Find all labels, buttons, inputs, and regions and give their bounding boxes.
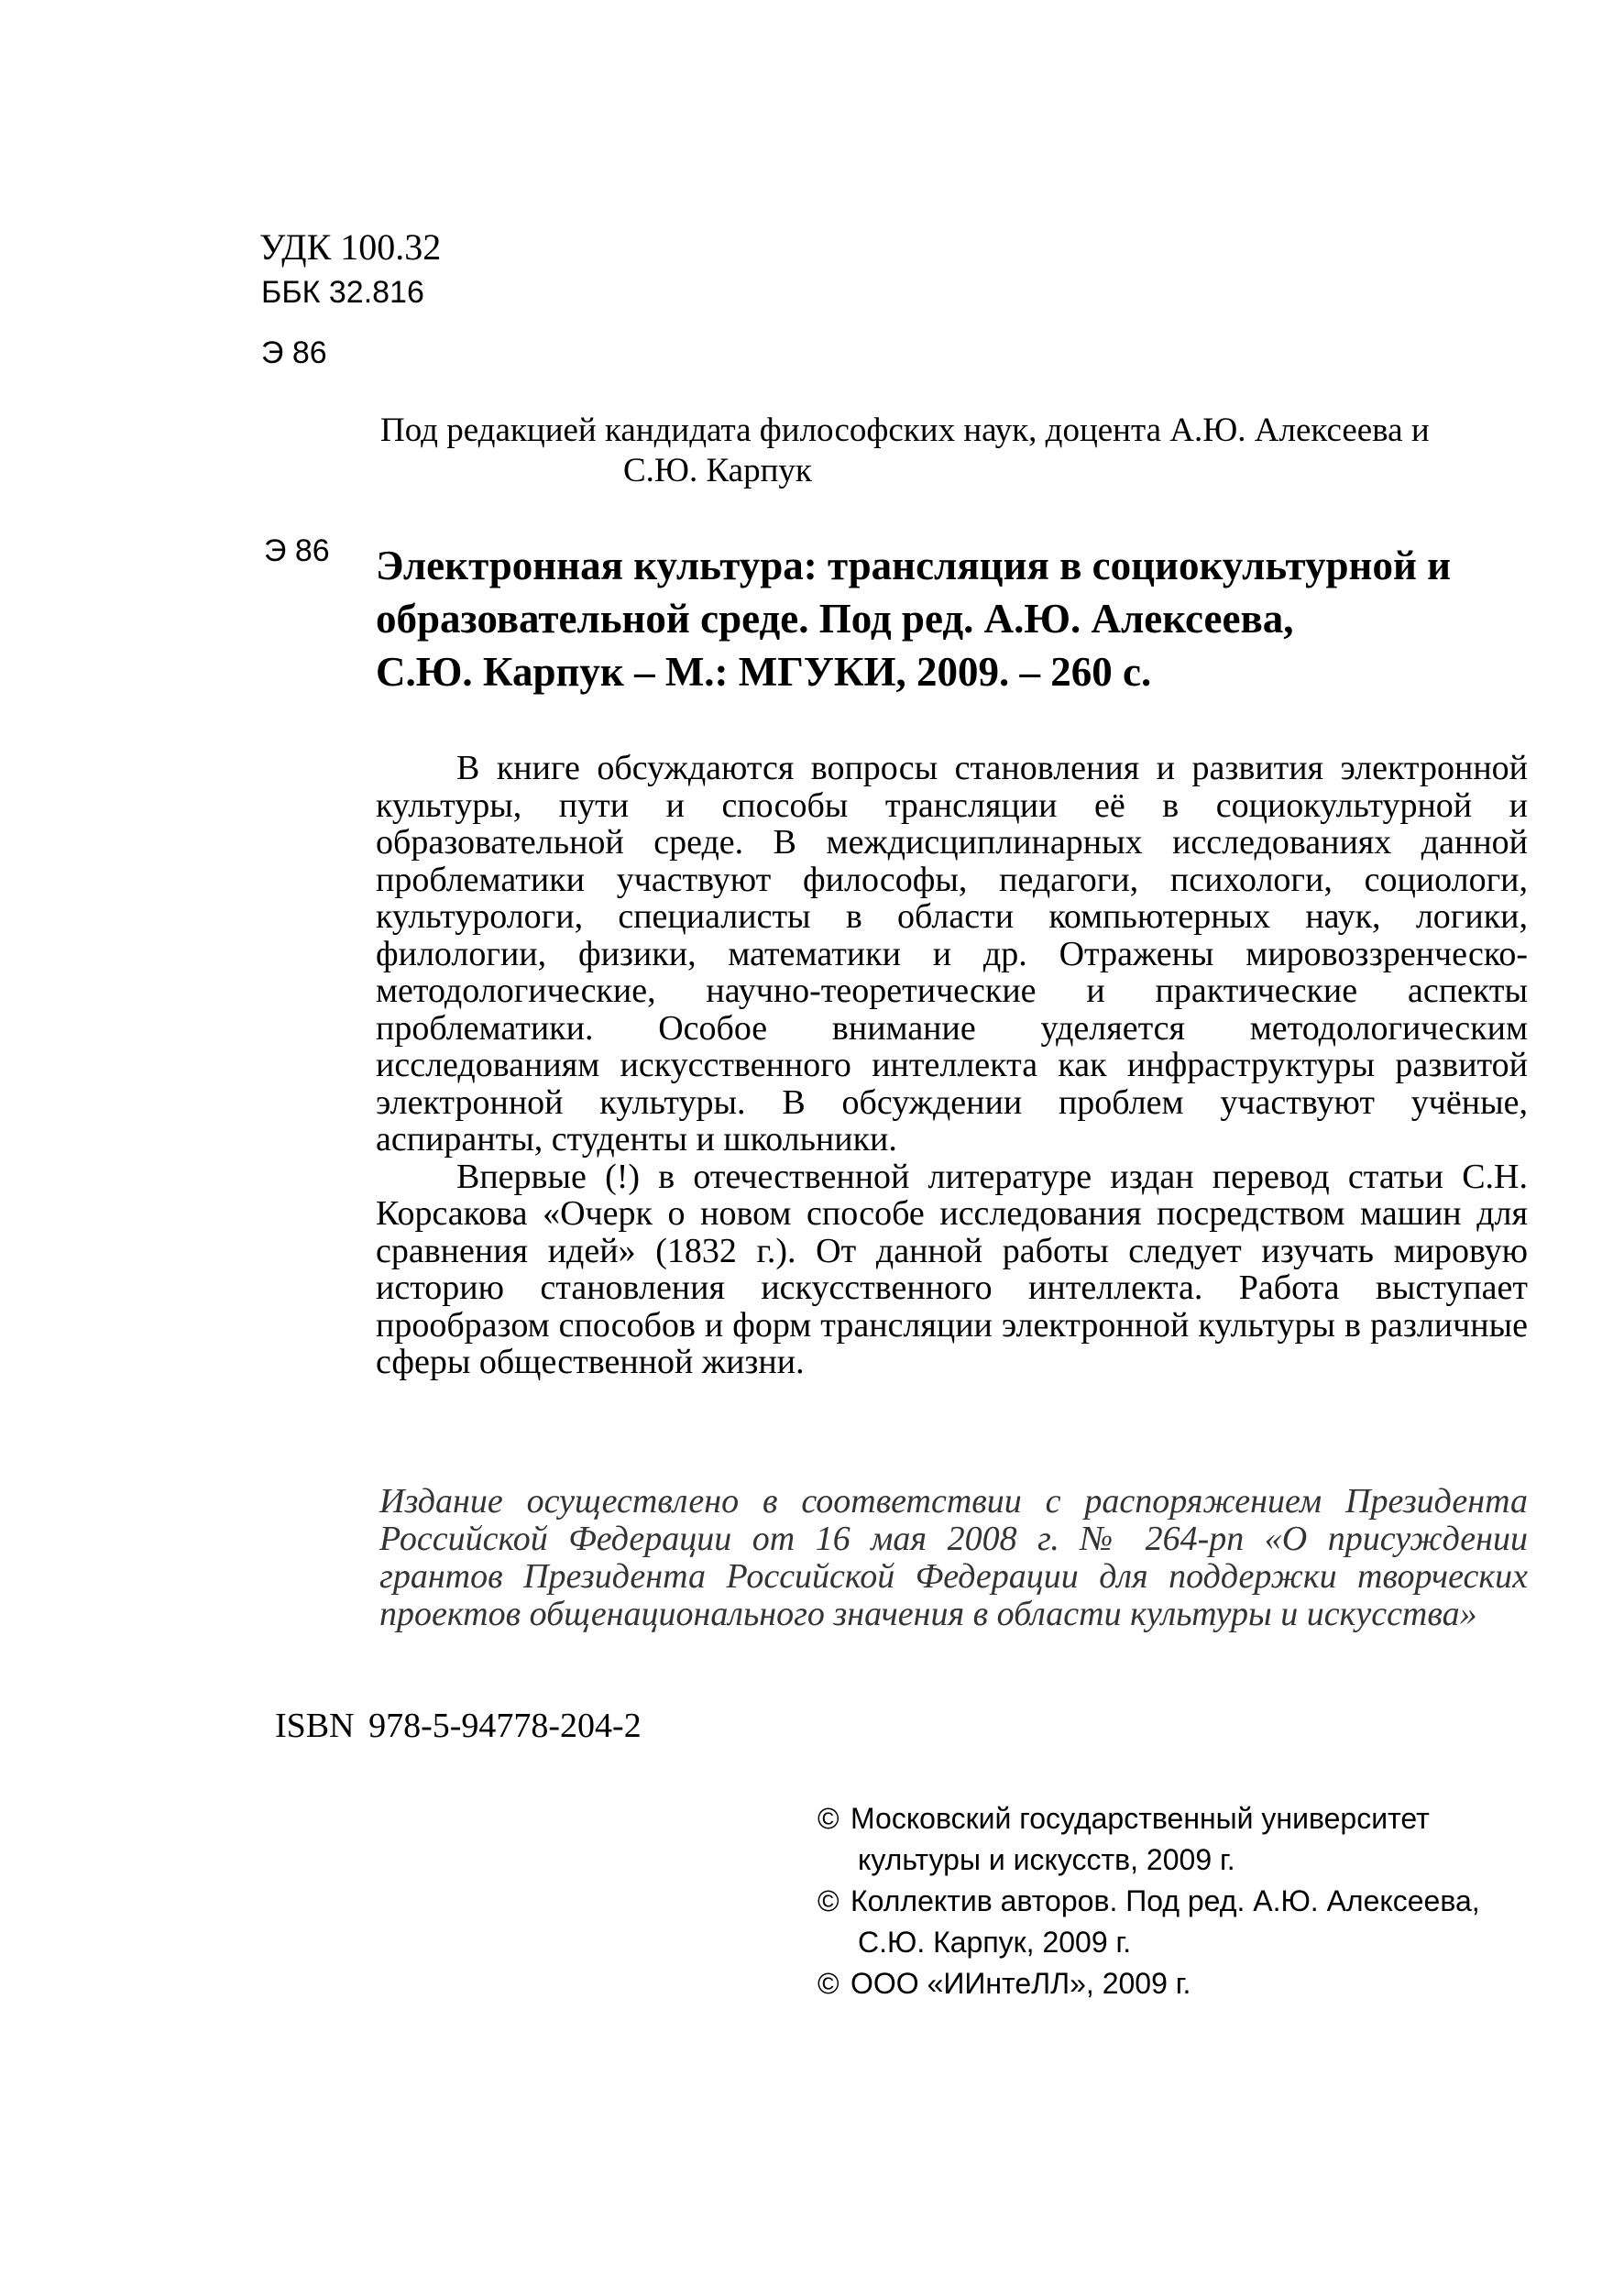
copyright-item: [817, 1881, 1569, 1963]
title-line-1: Электронная культура: трансляция в социокультурной и: [376, 543, 1452, 588]
annotation-paragraph-1: В книге обсуждаются вопросы становления и развития электронной культуры, пути и способы трансляции её в социокультурной и образовательной среде. В междисциплинарных исследованиях данной проблематики участвуют философы, педагоги, психологи, социологи, культурологи, специалисты в области компьютерных наук, логики, филологии, физики, математики и др. Отражены мировоззренческо-методологические, научно-теоретические и практические аспекты проблематики. Особое внимание уделяется методологическим исследованиям искусственного интеллекта как инфраструктуры развитой электронной культуры. В обсуждении проблем участвуют учёные, аспиранты, студенты и школьники.: [376, 749, 1528, 1158]
copyright-item: [817, 1963, 1569, 2004]
annotation-paragraph-2: Впервые (!) в отечественной литературе издан перевод статьи С.Н. Корсакова «Очерк о новом способе исследования посредством машин для сравнения идей» (1832 г.). От данной работы следует изучать мировую историю становления искусственного интеллекта. Работа выступает прообразом способов и форм трансляции электронной культуры в различные сферы общественной жизни.: [376, 1157, 1528, 1381]
copyright-line-1: ООО «ИИнтеЛЛ», 2009 г.: [850, 1967, 1191, 2000]
copyright-line-2: С.Ю. Карпук, 2009 г.: [858, 1926, 1132, 1959]
editors-line-2: С.Ю. Карпук: [623, 452, 812, 489]
author-mark: Э 86: [261, 335, 327, 370]
bbk-code: ББК 32.816: [261, 275, 424, 310]
editors-line: [380, 411, 1572, 491]
copyright-line-1: Коллектив авторов. Под ред. А.Ю. Алексеева,: [850, 1884, 1480, 1917]
copyright-symbol: ©: [817, 1884, 839, 1917]
udk-code: УДК 100.32: [259, 226, 442, 268]
copyright-symbol: ©: [817, 1967, 839, 2000]
entry-author-mark: Э 86: [264, 533, 330, 568]
editors-line-1: Под редакцией кандидата философских наук, доцента А.Ю. Алексеева и: [380, 412, 1430, 449]
title-line-3: С.Ю. Карпук – М.: МГУКИ, 2009. – 260 с.: [376, 649, 1152, 695]
copyright-line-2: культуры и искусств, 2009 г.: [858, 1843, 1235, 1876]
annotation: [376, 750, 1528, 1381]
isbn: ISBN 978-5-94778-204-2: [275, 1707, 642, 1745]
copyright-line-1: Московский государственный университет: [850, 1802, 1430, 1835]
bibliographic-title: [376, 539, 1567, 698]
title-line-2: образовательной среде. Под ред. А.Ю. Алексеева,: [376, 596, 1294, 642]
grant-note: Издание осуществлено в соответствии с распоряжением Президента Российской Федерации от 16 мая 2008 г. № 264-рп «О присуждении грантов Президента Российской Федерации для поддержки творческих проектов общенационального значения в области культуры и искусства»: [379, 1482, 1528, 1633]
copyright-item: [817, 1798, 1569, 1881]
copyright-block: [817, 1798, 1569, 2004]
copyright-symbol: ©: [817, 1802, 839, 1835]
